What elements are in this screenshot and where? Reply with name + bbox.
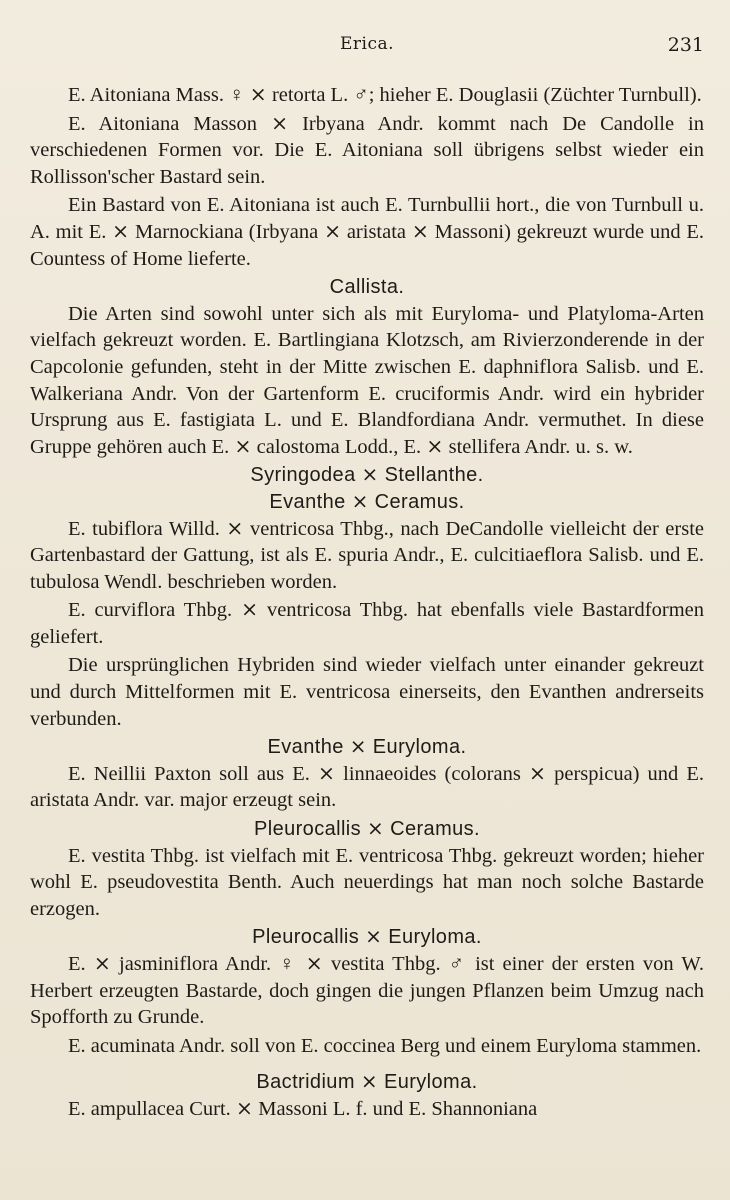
paragraph: Die ursprünglichen Hybriden sind wieder vielfach unter einander gekreuzt und durch Mittelformen mit E. ventricosa einerseits, den Evanthen andrerseits verbunden. bbox=[30, 654, 704, 730]
paragraph: E. ⨯ jasminiflora Andr. ♀ ⨯ vestita Thbg. ♂ ist einer der ersten von W. Herbert erzeugten Bastarde, doch gingen die jungen Pflanzen beim Umzug nach Spofforth zu Grunde. bbox=[30, 953, 704, 1029]
paragraph: E. Neillii Paxton soll aus E. ⨯ linnaeoides (colorans ⨯ perspicua) und E. aristata Andr. var. major erzeugt sein. bbox=[30, 762, 704, 812]
section-heading: Bactridium ⨯ Euryloma. bbox=[256, 1071, 478, 1094]
running-title: Erica. bbox=[339, 34, 395, 54]
section-heading: Evanthe ⨯ Euryloma. bbox=[267, 736, 467, 759]
page-header bbox=[30, 34, 704, 64]
paragraph: Die Arten sind sowohl unter sich als mit Euryloma- und Platyloma-Arten vielfach gekreuzt worden. E. Bartlingiana Klotzsch, am Rivierzonderende in der Capcolonie gefunden, steht in der Mitte zwischen E. daphniflora Salisb. und E. Walkeriana Andr. Von der Gartenform E. cruciformis Andr. wird ein hybrider Ursprung aus E. fastigiata L. und E. Blandfordiana Andr. vermuthet. In diese Gruppe gehören auch E. ⨯ calostoma Lodd., E. ⨯ stellifera Andr. u. s. w. bbox=[30, 302, 704, 458]
section-heading: Syringodea ⨯ Stellanthe. bbox=[250, 464, 484, 487]
paragraph: E. tubiflora Willd. ⨯ ventricosa Thbg., nach DeCandolle vielleicht der erste Gartenbastard der Gattung, ist als E. spuria Andr., E. culcitiaeflora Salisb. und E. tubulosa Wendl. beschrieben worden. bbox=[30, 517, 704, 593]
section-heading: Evanthe ⨯ Ceramus. bbox=[269, 490, 465, 513]
section-heading: Callista. bbox=[329, 276, 405, 299]
section-heading: Pleurocallis ⨯ Ceramus. bbox=[253, 818, 481, 841]
page-number: 231 bbox=[667, 34, 704, 56]
paragraph: E. ampullacea Curt. ⨯ Massoni L. f. und E. Shannoniana bbox=[68, 1097, 538, 1120]
section-heading: Pleurocallis ⨯ Euryloma. bbox=[252, 926, 482, 949]
paragraph: E. vestita Thbg. ist vielfach mit E. ventricosa Thbg. gekreuzt worden; hieher wohl E. pseudovestita Benth. Auch neuerdings hat man noch solche Bastarde erzogen. bbox=[30, 844, 704, 920]
paragraph: E. Aitoniana Mass. ♀ ⨯ retorta L. ♂; hieher E. Douglasii (Züchter Turnbull). bbox=[68, 84, 702, 106]
paragraph: Ein Bastard von E. Aitoniana ist auch E. Turnbullii hort., die von Turnbull u. A. mit E. ⨯ Marnockiana (Irbyana ⨯ aristata ⨯ Massoni) gekreuzt wurde und E. Countess of Home lieferte. bbox=[30, 194, 704, 270]
paragraph: E. Aitoniana Masson ⨯ Irbyana Andr. kommt nach De Candolle in verschiedenen Formen vor. Die E. Aitoniana soll übrigens selbst wieder ein Rollisson'scher Bastard sein. bbox=[30, 112, 704, 188]
paragraph: E. curviflora Thbg. ⨯ ventricosa Thbg. hat ebenfalls viele Bastardformen geliefert. bbox=[30, 599, 704, 648]
page-body bbox=[30, 82, 704, 1125]
paragraph: E. acuminata Andr. soll von E. coccinea Berg und einem Euryloma stammen. bbox=[68, 1034, 702, 1057]
